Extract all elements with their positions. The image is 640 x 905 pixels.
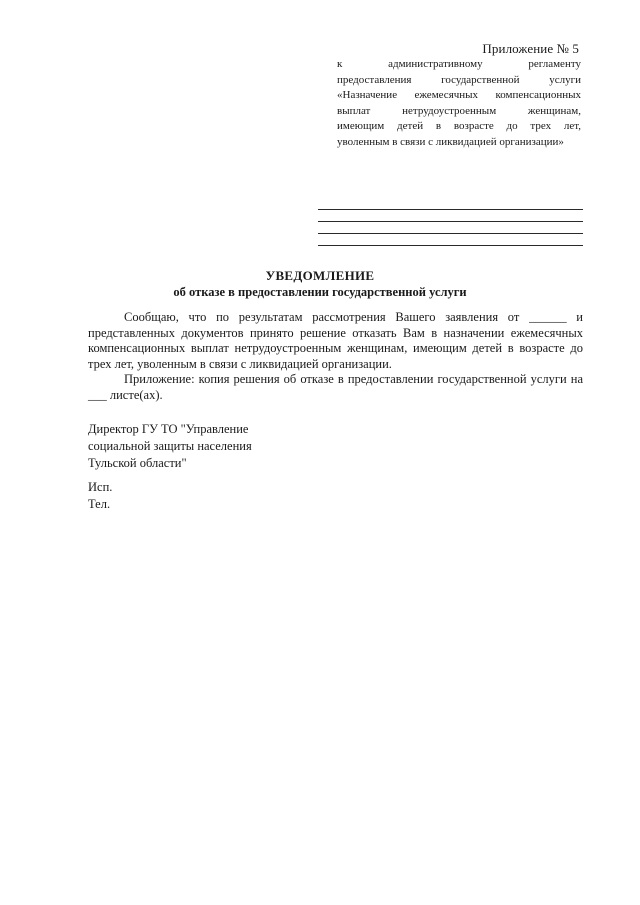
appendix-line: предоставления государственной услуги <box>337 73 581 86</box>
signature-line: Директор ГУ ТО "Управление <box>88 422 249 436</box>
appendix-block <box>337 57 581 150</box>
addressee-line <box>318 222 583 234</box>
appendix-line: «Назначение ежемесячных компенсационных <box>337 89 581 101</box>
notice-subtitle: об отказе в предоставлении государственной услуги <box>173 285 467 299</box>
addressee-line <box>318 198 583 210</box>
executor-label: Исп. <box>88 480 113 494</box>
phone-label: Тел. <box>88 497 111 511</box>
appendix-line: выплат нетрудоустроенным женщинам, <box>337 104 581 117</box>
addressee-blank-lines <box>318 198 583 246</box>
appendix-title: Приложение № 5 <box>482 41 579 56</box>
notice-body <box>88 310 583 403</box>
signature-block <box>88 421 252 472</box>
addressee-line <box>318 210 583 222</box>
signature-line: Тульской области" <box>88 456 187 470</box>
addressee-line <box>318 234 583 246</box>
appendix-line: имеющим детей в возрасте до трех лет, <box>337 120 581 132</box>
notice-paragraph: Приложение: копия решения об отказе в предоставлении государственной услуги на ___ листе(ах). <box>88 372 583 402</box>
notice-paragraph: Сообщаю, что по результатам рассмотрения Вашего заявления от ______ и представленных документов принято решение отказать Вам в назначении ежемесячных компенсационных выплат нетрудоустроенным женщинам, имеющим детей в возрасте до трех лет, уволенным в связи с ликвидацией организации. <box>88 310 583 371</box>
signature-line: социальной защиты населения <box>88 439 252 453</box>
appendix-line: уволенным в связи с ликвидацией организации» <box>337 135 564 148</box>
notice-title: УВЕДОМЛЕНИЕ <box>265 268 375 283</box>
executor-block <box>88 479 112 513</box>
appendix-line: к административному регламенту <box>337 58 581 70</box>
